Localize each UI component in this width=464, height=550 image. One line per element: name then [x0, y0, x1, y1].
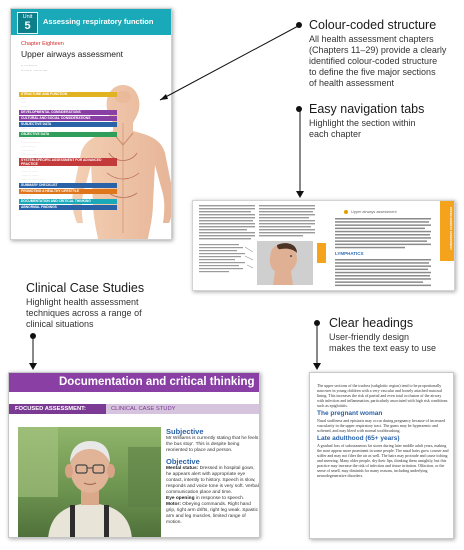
- lymphatics-text: [335, 259, 435, 289]
- chapter-eyebrow: Chapter Eighteen: [21, 41, 64, 47]
- focused-assessment-label: FOCUSED ASSESSMENT:: [9, 404, 106, 414]
- toc-item: ·········· ··· ········: [21, 141, 41, 144]
- eye-opening-text: in response to speech.: [195, 496, 245, 501]
- motor: [166, 502, 260, 526]
- toc-section: STRUCTURE AND FUNCTION: [19, 92, 117, 97]
- motor-label: Motor:: [166, 502, 181, 507]
- page-text: [317, 383, 449, 478]
- callout-line: Highlight the section within: [309, 118, 416, 128]
- toc-item: ········ ··· ·····: [21, 166, 37, 169]
- chapter-opener-page: [10, 8, 172, 240]
- colour-callout-body: [309, 34, 459, 89]
- toc-section: DOCUMENTATION AND CRITICAL THINKING: [19, 199, 117, 204]
- toc-section: OBJECTIVE DATA: [19, 132, 117, 137]
- toc-section: SYSTEM-SPECIFIC ASSESSMENT FOR ADVANCED PRACTICE: [19, 158, 117, 166]
- callout-bullet: [30, 333, 36, 339]
- subjective-text: Mr Williams is currently stating that he feels the bus stop'. This is despite being reoriented to place and person.: [166, 436, 259, 453]
- callout-line: of health assessment: [309, 78, 395, 88]
- tabs-callout-body: [309, 118, 459, 140]
- clinical-callout-title: Clinical Case Studies: [26, 281, 145, 295]
- callout-bullet: [296, 22, 302, 28]
- lymphatics-heading: LYMPHATICS: [335, 251, 364, 256]
- right-column: [335, 204, 435, 290]
- toc-item: ······· ·········: [21, 145, 36, 148]
- toc-item: ········ ·······: [21, 194, 35, 197]
- toc-item: ········ ··· ········ ·· ···: [21, 178, 45, 181]
- toc-section: SUMMARY CHECKLIST: [19, 183, 117, 188]
- patient-photo: [18, 427, 161, 538]
- callout-line: clinical situations: [26, 319, 94, 329]
- callout-line: techniques across a range of: [26, 308, 142, 318]
- callout-line: each chapter: [309, 129, 362, 139]
- mental-status: [166, 466, 260, 496]
- navigation-tab-label: UPPER AIRWAYS ASSESSMENT: [449, 207, 453, 250]
- tab-edge-marker: [317, 243, 326, 263]
- callout-bullet: [296, 106, 302, 112]
- toc-item: ·········: [21, 105, 29, 108]
- eye-opening-label: Eye opening: [166, 496, 195, 501]
- objective-heading: Objective: [166, 457, 200, 466]
- case-notes: [166, 427, 260, 538]
- unit-number: 5: [24, 20, 31, 32]
- colour-callout-title: Colour-coded structure: [309, 18, 437, 32]
- headings-callout-title: Clear headings: [329, 316, 414, 330]
- toc-item: ·········· ·······: [21, 137, 37, 140]
- callout-line: All health assessment chapters: [309, 34, 434, 44]
- headings-callout-body: [329, 332, 459, 354]
- callout-line: makes the text easy to use: [329, 343, 437, 353]
- toc-item: ······: [21, 101, 27, 104]
- author-line-1: ·· ··· ·······: [21, 64, 37, 68]
- callout-line: to define the five major sections: [309, 67, 436, 77]
- motor-text: Obeying commands. Right hand grip, right arm drifts, right leg weak. Spastic arm and leg muscles, limited range of motion.: [166, 502, 258, 525]
- toc-item: ·····: [21, 97, 26, 100]
- toc-section: ABNORMAL FINDINGS: [19, 205, 117, 210]
- clinical-callout-body: [26, 297, 186, 330]
- mental-status-text: Dressed in hospital gown, he appears alert with appropriate eye contact, intently to history. Speech is slow, responds and voice tone is very soft. Verbal communication place and time.: [166, 466, 259, 495]
- clear-headings-page: [309, 372, 454, 539]
- subjective-heading: Subjective: [166, 427, 204, 436]
- toc-item: ········ ······: [21, 149, 34, 152]
- toc-section: DEVELOPMENTAL CONSIDERATIONS: [19, 110, 117, 115]
- intro-paragraph: The upper sections of the trachea (subglottic region) tend to be proportionally narrower in young children with a very vascular and loosely attached mucosal lining. This increases the risk of partial and even total occlusion of the airway with infection and inflammation, particularly associated with high risk conditions such as epiglottitis.: [317, 383, 448, 408]
- late-adulthood-paragraph: A gradual loss of subcutaneous fat stores during later middle adult years, making the nose appear more prominent in some people. The nasal hairs grow coarser and stiffer and may not filter the air as well. The hairs may protrude and cause itching and sneezing. Many older people, dry their lips, thinking them unsightly, but this practice may increase the risk of infection and tissue irritation. Olfaction, or the sense of smell, may diminish for many reasons, including underlying neurodegenerative disorders.: [317, 443, 449, 478]
- running-head-marker: [344, 210, 348, 214]
- pregnant-heading: The pregnant woman: [317, 410, 383, 417]
- clinical-case-study-label: CLINICAL CASE STUDY: [111, 406, 176, 412]
- right-column-text: [335, 218, 435, 250]
- running-head: Upper airways assessment: [351, 210, 397, 214]
- unit-title: Assessing respiratory function: [43, 17, 154, 26]
- toc-item: ·········· ·······: [21, 127, 37, 130]
- content-page-spread: [192, 200, 455, 291]
- toc-item: ········ ··· ······: [21, 170, 38, 173]
- pregnant-paragraph: Nasal stuffiness and epistaxis may occur during pregnancy because of increased vascularity in the upper respiratory tract. The gums may be hyperaemic and softened, and may bleed with normal toothbrushing.: [317, 418, 446, 433]
- callout-bullet: [314, 320, 320, 326]
- unit-label: Unit: [22, 14, 33, 20]
- callout-line: identified colour-coded structure: [309, 56, 438, 66]
- callout-line: User-friendly design: [329, 332, 410, 342]
- callout-line: (Chapters 11–29) provide a clearly: [309, 45, 447, 55]
- toc-section: SUBJECTIVE DATA: [19, 122, 117, 127]
- mental-status-label: Mental status:: [166, 466, 199, 471]
- colour-coded-contents: [19, 91, 117, 210]
- section-title: Documentation and critical thinking: [59, 376, 255, 388]
- toc-section: PROMOTING A HEALTHY LIFESTYLE: [19, 189, 117, 194]
- toc-item: ·········· ········ ·· ······: [21, 153, 46, 156]
- late-adulthood-heading: Late adulthood (65+ years): [317, 435, 400, 442]
- callout-line: Highlight health assessment: [26, 297, 139, 307]
- case-study-page: [8, 372, 260, 538]
- author-line-2: ······· ·· ···· ·······: [21, 69, 48, 73]
- toc-item: ········ ··· ········: [21, 174, 39, 177]
- toc-section: CULTURAL AND SOCIAL CONSIDERATIONS: [19, 116, 117, 121]
- tabs-callout-title: Easy navigation tabs: [309, 102, 425, 116]
- neck-photo: [257, 241, 313, 285]
- unit-badge: [17, 12, 38, 34]
- figure-labels: [199, 242, 253, 286]
- chapter-title: Upper airways assessment: [21, 49, 124, 59]
